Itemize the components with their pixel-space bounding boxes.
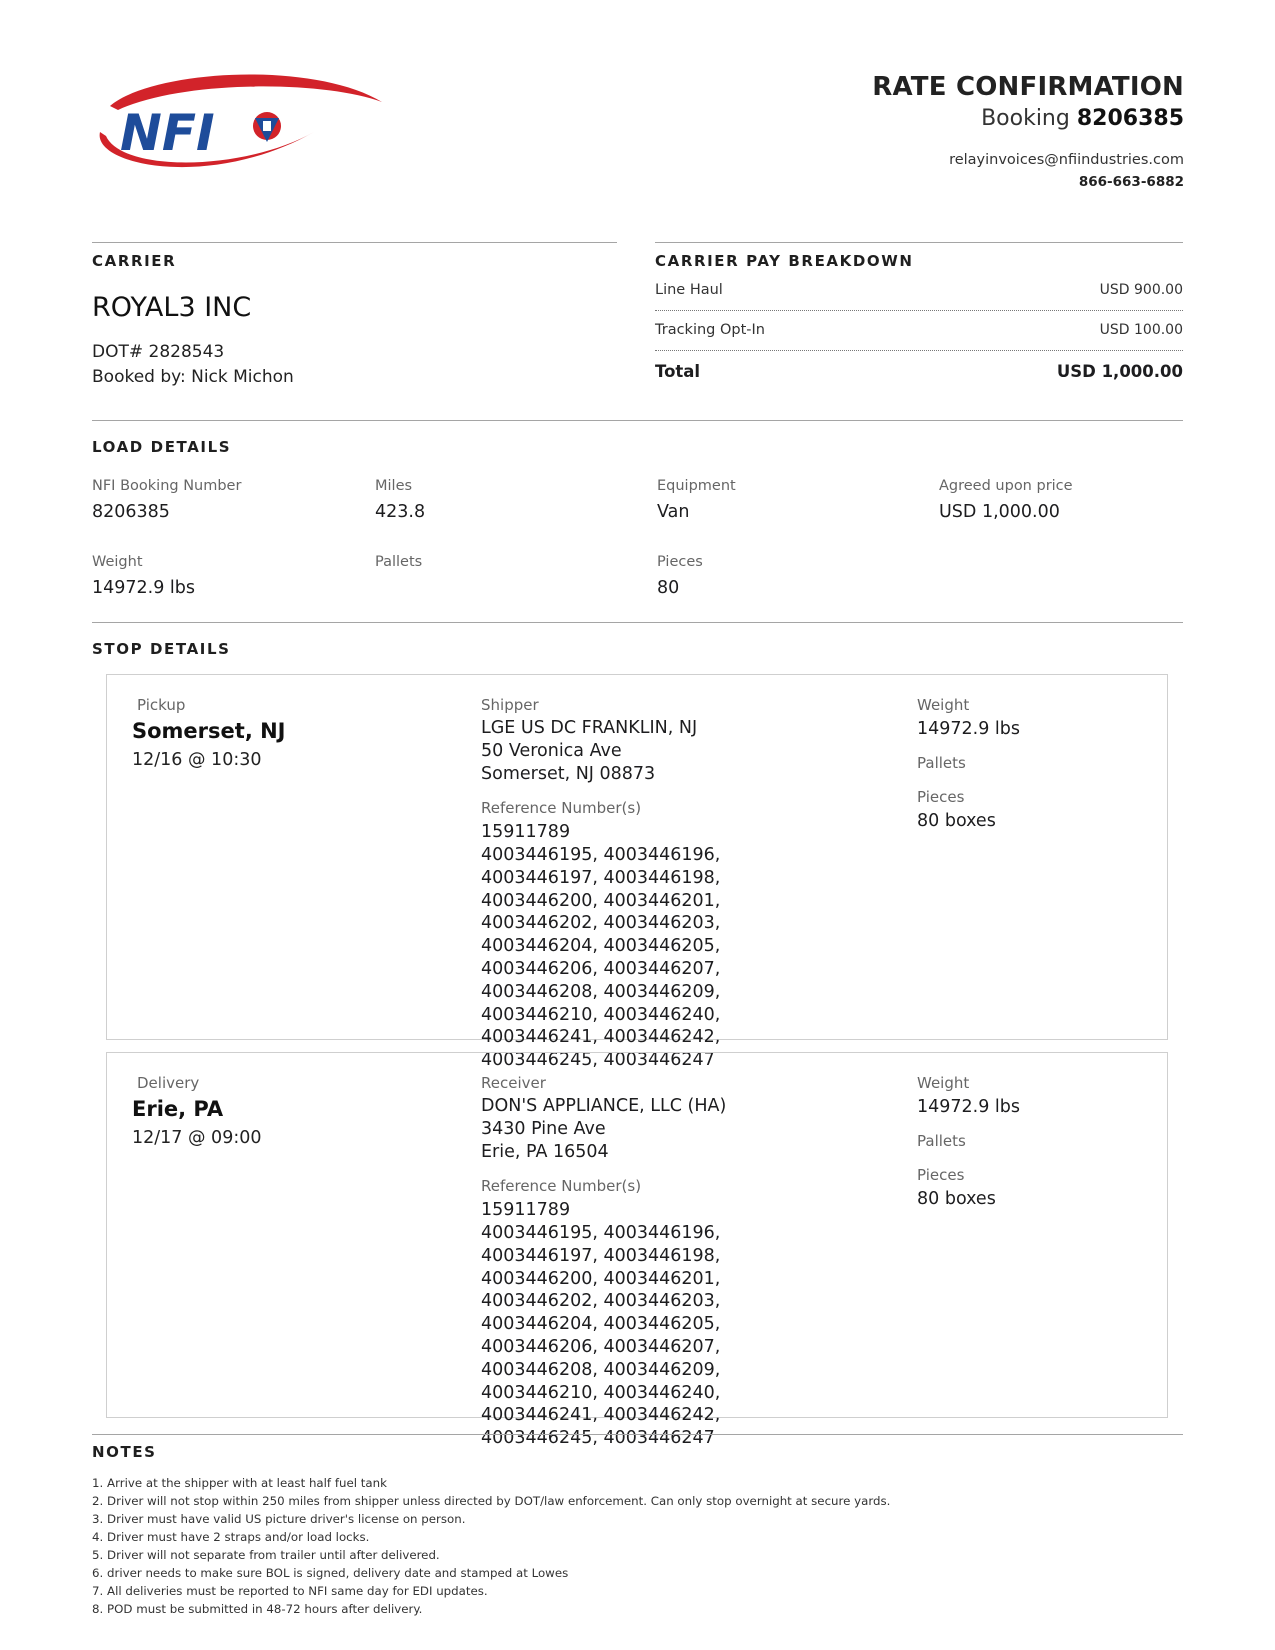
- party-address-line1: 3430 Pine Ave: [481, 1119, 606, 1139]
- load-equipment: Van: [657, 502, 690, 522]
- stop-pieces: 80 boxes: [917, 1189, 996, 1209]
- ref-primary: 15911789: [481, 822, 571, 842]
- contact-phone[interactable]: 866-663-6882: [1078, 174, 1184, 190]
- note-item: 7. All deliveries must be reported to NFI same day for EDI updates.: [92, 1584, 488, 1598]
- load-section-title: LOAD DETAILS: [92, 438, 232, 456]
- pay-total-label: Total: [655, 362, 701, 381]
- party-address-line2: Erie, PA 16504: [481, 1142, 609, 1162]
- pieces-label: Pieces: [917, 1166, 965, 1184]
- note-item: 5. Driver will not separate from trailer until after delivered.: [92, 1548, 440, 1562]
- stop-city: Somerset, NJ: [132, 719, 286, 743]
- booking-label: Booking: [981, 106, 1070, 131]
- party-name: LGE US DC FRANKLIN, NJ: [481, 718, 698, 738]
- load-field-label: Pallets: [375, 554, 423, 570]
- booking-number: 8206385: [1076, 106, 1184, 131]
- pay-row-label: Line Haul: [655, 282, 723, 298]
- pallets-label: Pallets: [917, 754, 966, 772]
- stop-type: Delivery: [137, 1074, 200, 1092]
- pay-row-amount: USD 100.00: [1099, 322, 1183, 338]
- ref-label: Reference Number(s): [481, 799, 642, 817]
- party-address-line2: Somerset, NJ 08873: [481, 764, 656, 784]
- load-divider: [92, 420, 1183, 421]
- ref-label: Reference Number(s): [481, 1177, 642, 1195]
- stop-type: Pickup: [137, 696, 186, 714]
- pay-row-label: Tracking Opt-In: [655, 322, 765, 338]
- load-field-label: Pieces: [657, 554, 703, 570]
- stop-weight: 14972.9 lbs: [917, 719, 1021, 739]
- eagle-icon: [253, 112, 281, 142]
- load-field-label: Weight: [92, 554, 143, 570]
- note-item: 6. driver needs to make sure BOL is signed, delivery date and stamped at Lowes: [92, 1566, 569, 1580]
- stop-card-delivery: [106, 1052, 1168, 1449]
- notes-section-title: NOTES: [92, 1443, 157, 1461]
- note-item: 3. Driver must have valid US picture driver's license on person.: [92, 1512, 466, 1526]
- party-label: Shipper: [481, 696, 539, 714]
- pay-section-title: CARRIER PAY BREAKDOWN: [655, 252, 914, 270]
- load-field-label: Miles: [375, 478, 413, 494]
- load-field-label: NFI Booking Number: [92, 478, 242, 494]
- carrier-name: ROYAL3 INC: [92, 292, 252, 323]
- note-item: 4. Driver must have 2 straps and/or load locks.: [92, 1530, 370, 1544]
- pay-row-line-haul: [655, 282, 1183, 298]
- note-item: 1. Arrive at the shipper with at least half fuel tank: [92, 1476, 387, 1490]
- party-name: DON'S APPLIANCE, LLC (HA): [481, 1096, 727, 1116]
- stop-weight: 14972.9 lbs: [917, 1097, 1021, 1117]
- stops-section-title: STOP DETAILS: [92, 640, 231, 658]
- load-weight: 14972.9 lbs: [92, 578, 196, 598]
- pay-row-separator: [655, 310, 1183, 311]
- carrier-divider: [92, 242, 617, 243]
- ref-numbers: 4003446195, 4003446196, 4003446197, 4003446198, 4003446200, 4003446201, 4003446202, 4003446203, 4003446204, 4003446205, 4003446206, 4003446207, 4003446208, 4003446209, 4003446210, 4003446240, 4003446241, 4003446242, 4003446245, 4003446247: [481, 845, 721, 1071]
- carrier-booked-by: Booked by: Nick Michon: [92, 367, 294, 387]
- ref-numbers: 4003446195, 4003446196, 4003446197, 4003446198, 4003446200, 4003446201, 4003446202, 4003446203, 4003446204, 4003446205, 4003446206, 4003446207, 4003446208, 4003446209, 4003446210, 4003446240, 4003446241, 4003446242, 4003446245, 4003446247: [481, 1223, 721, 1449]
- weight-label: Weight: [917, 696, 970, 714]
- load-field-label: Equipment: [657, 478, 736, 494]
- carrier-section-title: CARRIER: [92, 252, 177, 270]
- logo-text: NFI: [120, 104, 215, 162]
- note-item: 2. Driver will not stop within 250 miles from shipper unless directed by DOT/law enforcement. Can only stop overnight at secure yards.: [92, 1494, 891, 1508]
- nfi-logo: [92, 66, 392, 182]
- load-booking-number: 8206385: [92, 502, 170, 522]
- party-label: Receiver: [481, 1074, 546, 1092]
- stop-appointment-time: 12/16 @ 10:30: [132, 750, 262, 770]
- booking-line: [981, 106, 1184, 131]
- pay-total-amount: USD 1,000.00: [1056, 362, 1183, 381]
- pieces-label: Pieces: [917, 788, 965, 806]
- weight-label: Weight: [917, 1074, 970, 1092]
- pay-divider: [655, 242, 1183, 243]
- carrier-dot-number: DOT# 2828543: [92, 342, 225, 362]
- stops-divider: [92, 622, 1183, 623]
- contact-email[interactable]: relayinvoices@nfiindustries.com: [949, 152, 1184, 168]
- pay-total-row: [655, 362, 1183, 381]
- pay-row-amount: USD 900.00: [1099, 282, 1183, 298]
- party-address-line1: 50 Veronica Ave: [481, 741, 622, 761]
- stop-card-pickup: [106, 674, 1168, 1071]
- document-title: RATE CONFIRMATION: [872, 72, 1184, 102]
- load-agreed-price: USD 1,000.00: [939, 502, 1060, 522]
- load-miles: 423.8: [375, 502, 426, 522]
- pay-row-tracking: [655, 322, 1183, 338]
- stop-pieces: 80 boxes: [917, 811, 996, 831]
- pallets-label: Pallets: [917, 1132, 966, 1150]
- notes-list: [92, 1474, 890, 1618]
- load-field-label: Agreed upon price: [939, 478, 1073, 494]
- pay-row-separator: [655, 350, 1183, 351]
- note-item: 8. POD must be submitted in 48-72 hours after delivery.: [92, 1602, 423, 1616]
- stop-appointment-time: 12/17 @ 09:00: [132, 1128, 262, 1148]
- load-pieces: 80: [657, 578, 680, 598]
- ref-primary: 15911789: [481, 1200, 571, 1220]
- stop-city: Erie, PA: [132, 1097, 224, 1121]
- notes-divider: [92, 1434, 1183, 1435]
